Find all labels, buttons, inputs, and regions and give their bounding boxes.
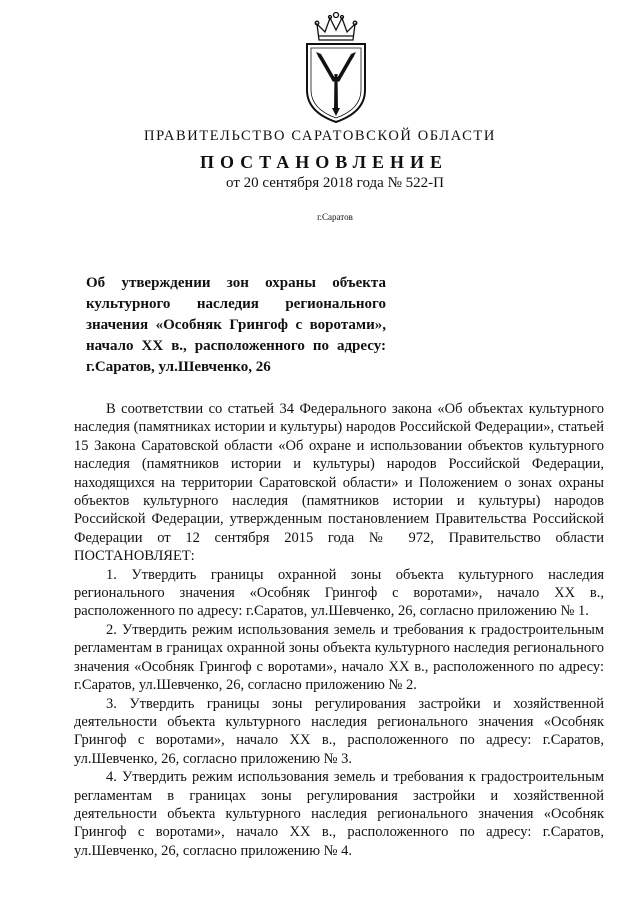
coat-of-arms-icon (297, 10, 375, 125)
resolution-item-3: 3. Утвердить границы зоны регулирования застройки и хозяйственной деятельности объекта культурного наследия регионального значения «Особняк Грингоф с воротами», начало XX в., расположенного по адресу: г.Саратов, ул.Шевченко, 26, согласно приложению № 3. (74, 695, 604, 767)
document-body (74, 400, 604, 860)
resolution-item-4: 4. Утвердить режим использования земель и требования к градостроительным регламентам в границах зоны регулирования застройки и хозяйственной деятельности объекта культурного наследия регионального значения «Особняк Грингоф с воротами», начало XX в., расположенного по адресу: г.Саратов, ул.Шевченко, 26, согласно приложению № 4. (74, 769, 604, 859)
resolution-item-1: 1. Утвердить границы охранной зоны объекта культурного наследия регионального значения «Особняк Грингоф с воротами», начало XX в., расположенного по адресу: г.Саратов, ул.Шевченко, 26, согласно приложению № 1. (74, 566, 604, 620)
resolution-item-2: 2. Утвердить режим использования земель и требования к градостроительным регламентам в границах охранной зоны объекта культурного наследия регионального значения «Особняк Грингоф с воротами», начало XX в., расположенного по адресу: г.Саратов, ул.Шевченко, 26, согласно приложению № 2. (74, 621, 604, 694)
document-city: г.Саратов (317, 212, 353, 222)
document-subject: Об утверждении зон охраны объекта культурного наследия регионального значения «Особняк Грингоф с воротами», начало XX в., расположенного по адресу: г.Саратов, ул.Шевченко, 26 (86, 275, 386, 375)
document-date-number: от 20 сентября 2018 года № 522-П (226, 175, 444, 191)
preamble-paragraph: В соответствии со статьей 34 Федерального закона «Об объектах культурного наследия (памятниках истории и культуры) народов Российской Федерации», статьей 15 Закона Саратовской области «Об охране и использовании объектов культурного наследия (памятников истории и культуры) народов Российской Федерации, находящихся на территории Саратовской области» и Положением о зонах охраны объектов культурного наследия (памятников истории и культуры) народов Российской Федерации, утвержденным постановлением Правительства Российской Федерации от 12 сентября 2015 года № 972, Правительство области ПОСТАНОВЛЯЕТ: (74, 401, 604, 565)
issuing-authority: ПРАВИТЕЛЬСТВО САРАТОВСКОЙ ОБЛАСТИ (144, 128, 496, 144)
document-type-title: ПОСТАНОВЛЕНИЕ (199, 152, 449, 172)
